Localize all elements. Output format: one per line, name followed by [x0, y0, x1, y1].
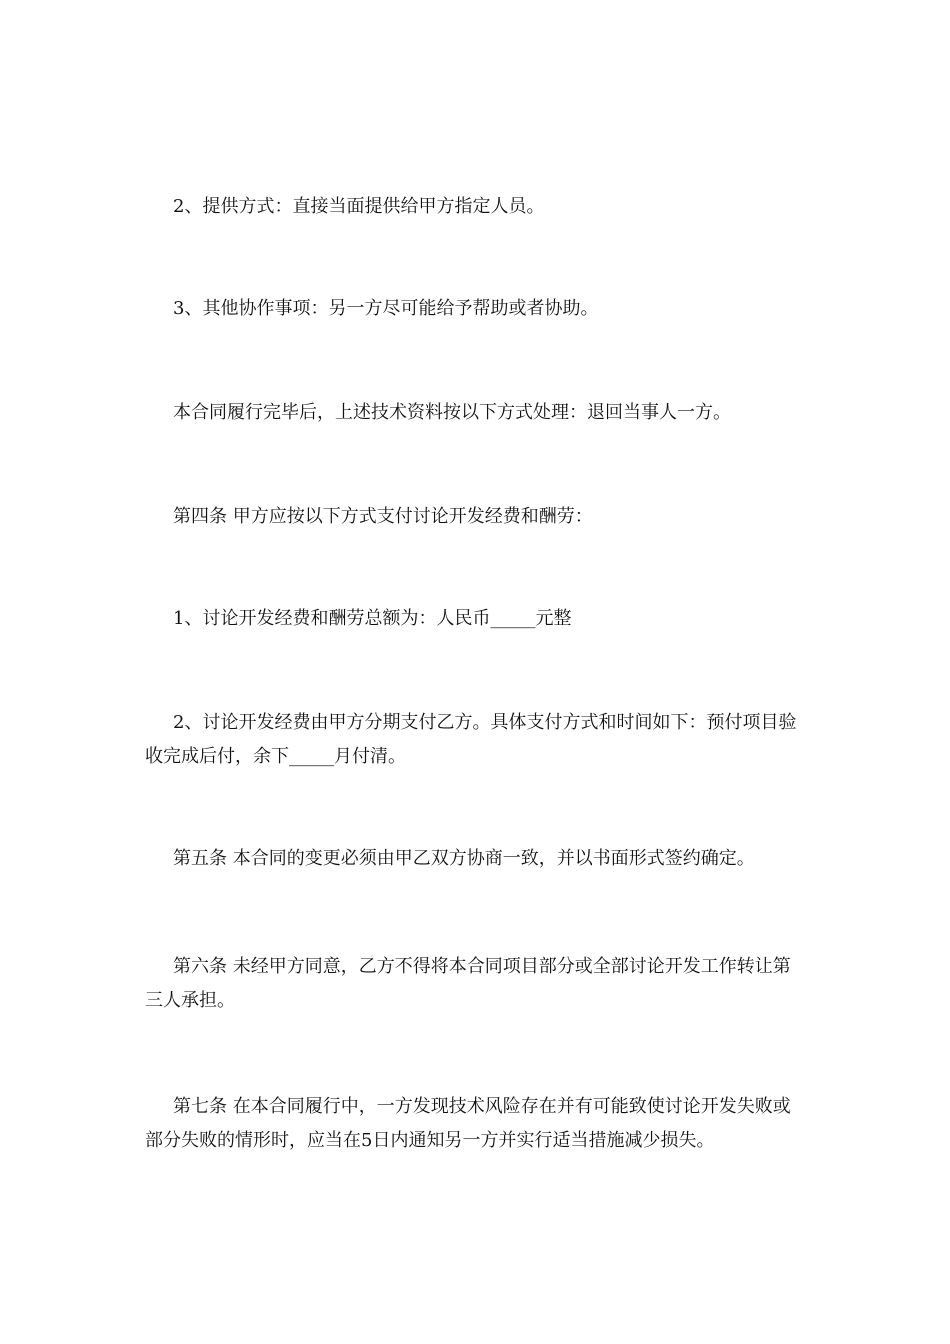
- paragraph-article-seven: 第七条 在本合同履行中，一方发现技术风险存在并有可能致使讨论开发失败或部分失败的情形时，应当在5日内通知另一方并实行适当措施减少损失。: [145, 1096, 791, 1151]
- paragraph-material-handling: 本合同履行完毕后，上述技术资料按以下方式处理：退回当事人一方。: [173, 402, 731, 423]
- paragraph-article-five: 第五条 本合同的变更必须由甲乙双方协商一致，并以书面形式签约确定。: [173, 848, 755, 869]
- paragraph-total-fee: 1、讨论开发经费和酬劳总额为：人民币_____元整: [173, 608, 572, 629]
- paragraph-article-four: 第四条 甲方应按以下方式支付讨论开发经费和酬劳：: [173, 506, 593, 527]
- paragraph-provision-method: 2、提供方式：直接当面提供给甲方指定人员。: [173, 196, 545, 217]
- paragraph-payment-schedule: 2、讨论开发经费由甲方分期支付乙方。具体支付方式和时间如下：预付项目验收完成后付，余下_____月付清。: [145, 712, 797, 767]
- paragraph-other-cooperation: 3、其他协作事项：另一方尽可能给予帮助或者协助。: [173, 298, 599, 319]
- paragraph-article-six: 第六条 未经甲方同意，乙方不得将本合同项目部分或全部讨论开发工作转让第三人承担。: [145, 956, 791, 1011]
